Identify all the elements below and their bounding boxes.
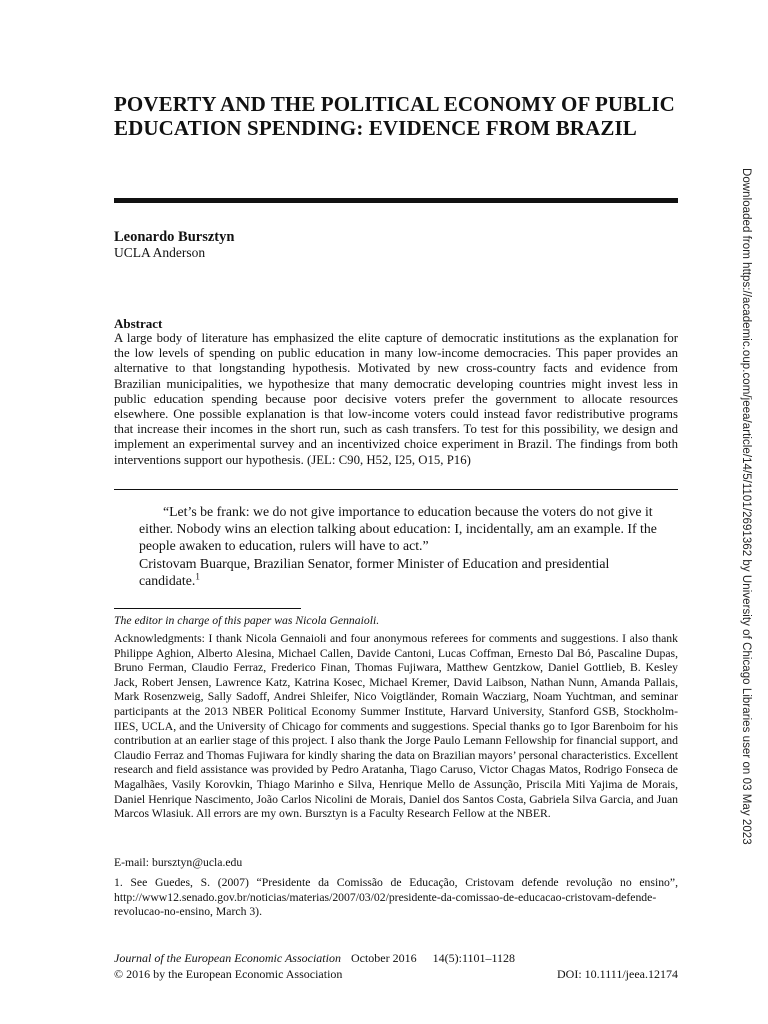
footnote-1: 1. See Guedes, S. (2007) “Presidente da Comissão de Educação, Cristovam defende revolução no ensino”, http://www12.senado.gov.br/noticias/materias/2007/03/02/presidente-da-comissao-de-educacao-cristovam-defende-revolucao-no-ensino, March 3). [114, 876, 678, 919]
journal-citation [114, 951, 678, 966]
footnote-rule [114, 608, 301, 609]
abstract-body: A large body of literature has emphasized the elite capture of democratic institutions as the explanation for the low levels of spending on public education in many low-income democracies. This paper provides an alternative to that longstanding hypothesis. Motivated by new cross-country facts and evidence from Brazilian municipalities, we hypothesize that many democratic developing countries might invest less in public education spending because poor decisive voters prefer the government to allocate resources elsewhere. One possible explanation is that low-income voters could instead favor redistributive programs that increase their incomes in the short run, such as cash transfers. To test for this possibility, we design and implement an experimental survey and an incentivized choice experiment in Brazil. The findings from both interventions support our hypothesis. (JEL: C90, H52, I25, O15, P16) [114, 331, 678, 467]
epigraph [139, 503, 659, 589]
title-rule [114, 198, 678, 203]
epigraph-quote: “Let’s be frank: we do not give importance to education because the voters do not give it either. Nobody wins an election talking about education: I, incidentally, am an example. If the people awaken to education, rulers will have to act.” [139, 504, 657, 554]
epigraph-attribution-text: Cristovam Buarque, Brazilian Senator, former Minister of Education and presidential candidate. [139, 555, 610, 588]
footnote-marker[interactable]: 1 [195, 571, 200, 582]
journal-date: October 2016 [350, 951, 417, 965]
download-watermark: Downloaded from https://academic.oup.com/jeea/article/14/5/1101/2691362 by University of Chicago Libraries user on 03 May 2023 [740, 168, 752, 845]
journal-name: Journal of the European Economic Association [114, 951, 341, 965]
acknowledgments: Acknowledgments: I thank Nicola Gennaioli and four anonymous referees for comments and suggestions. I also thank Philippe Aghion, Alberto Alesina, Michael Callen, Davide Cantoni, Lucas Coffman, Ernesto Dal Bó, Pascaline Dupas, Bruno Ferman, Claudio Ferraz, Frederico Finan, Thomas Fujiwara, Matthew Gentzkow, Daniel Gottlieb, B. Kesley Jack, Robert Jensen, Lawrence Katz, Katrina Kosec, Michael Kremer, David Laibson, Nathan Nunn, Amanda Pallais, Mark Rosenzweig, Sally Sadoff, Andrei Shleifer, Nico Voigtländer, Romain Wacziarg, Noam Yuchtman, and seminar participants at the 2013 NBER Political Economy Summer Institute, Harvard University, Stanford GSB, Stockholm-IIES, UCLA, and the University of Chicago for comments and suggestions. Special thanks go to Igor Barenboim for his contribution at an earlier stage of this project. I also thank the Jorge Paulo Lemann Fellowship for financial support, and Claudio Ferraz and Thomas Fujiwara for kindly sharing the data on Brazilian mayors’ personal characteristics. Excellent research and field assistance was provided by Pedro Aratanha, Tiago Caruso, Victor Chagas Matos, Rodrigo Fonseca de Magalhães, Vasily Korovkin, Thiago Marinho e Silva, Henrique Mello de Assunção, Priscila Miti Yajima de Morais, Daniel Henrique Nascimento, João Carlos Nicolini de Morais, Daniel dos Santos Costa, Gabriela Silva Garcia, and Juan Marcos Wlasiuk. All errors are my own. Bursztyn is a Faculty Research Fellow at the NBER. [114, 632, 678, 821]
copyright-line [114, 967, 678, 982]
journal-volume: 14(5):1101–1128 [432, 951, 516, 965]
author-name: Leonardo Bursztyn [114, 229, 235, 245]
editor-note: The editor in charge of this paper was Nicola Gennaioli. [114, 614, 380, 627]
doi[interactable]: DOI: 10.1111/jeea.12174 [557, 967, 678, 981]
author-email[interactable]: E-mail: bursztyn@ucla.edu [114, 856, 243, 869]
abstract-rule [114, 489, 678, 490]
paper-title: POVERTY AND THE POLITICAL ECONOMY OF PUBLIC EDUCATION SPENDING: EVIDENCE FROM BRAZIL [114, 92, 675, 140]
copyright-text: © 2016 by the European Economic Association [114, 967, 343, 981]
abstract-heading: Abstract [114, 316, 163, 331]
author-affiliation: UCLA Anderson [114, 245, 206, 260]
epigraph-attribution [139, 555, 659, 589]
